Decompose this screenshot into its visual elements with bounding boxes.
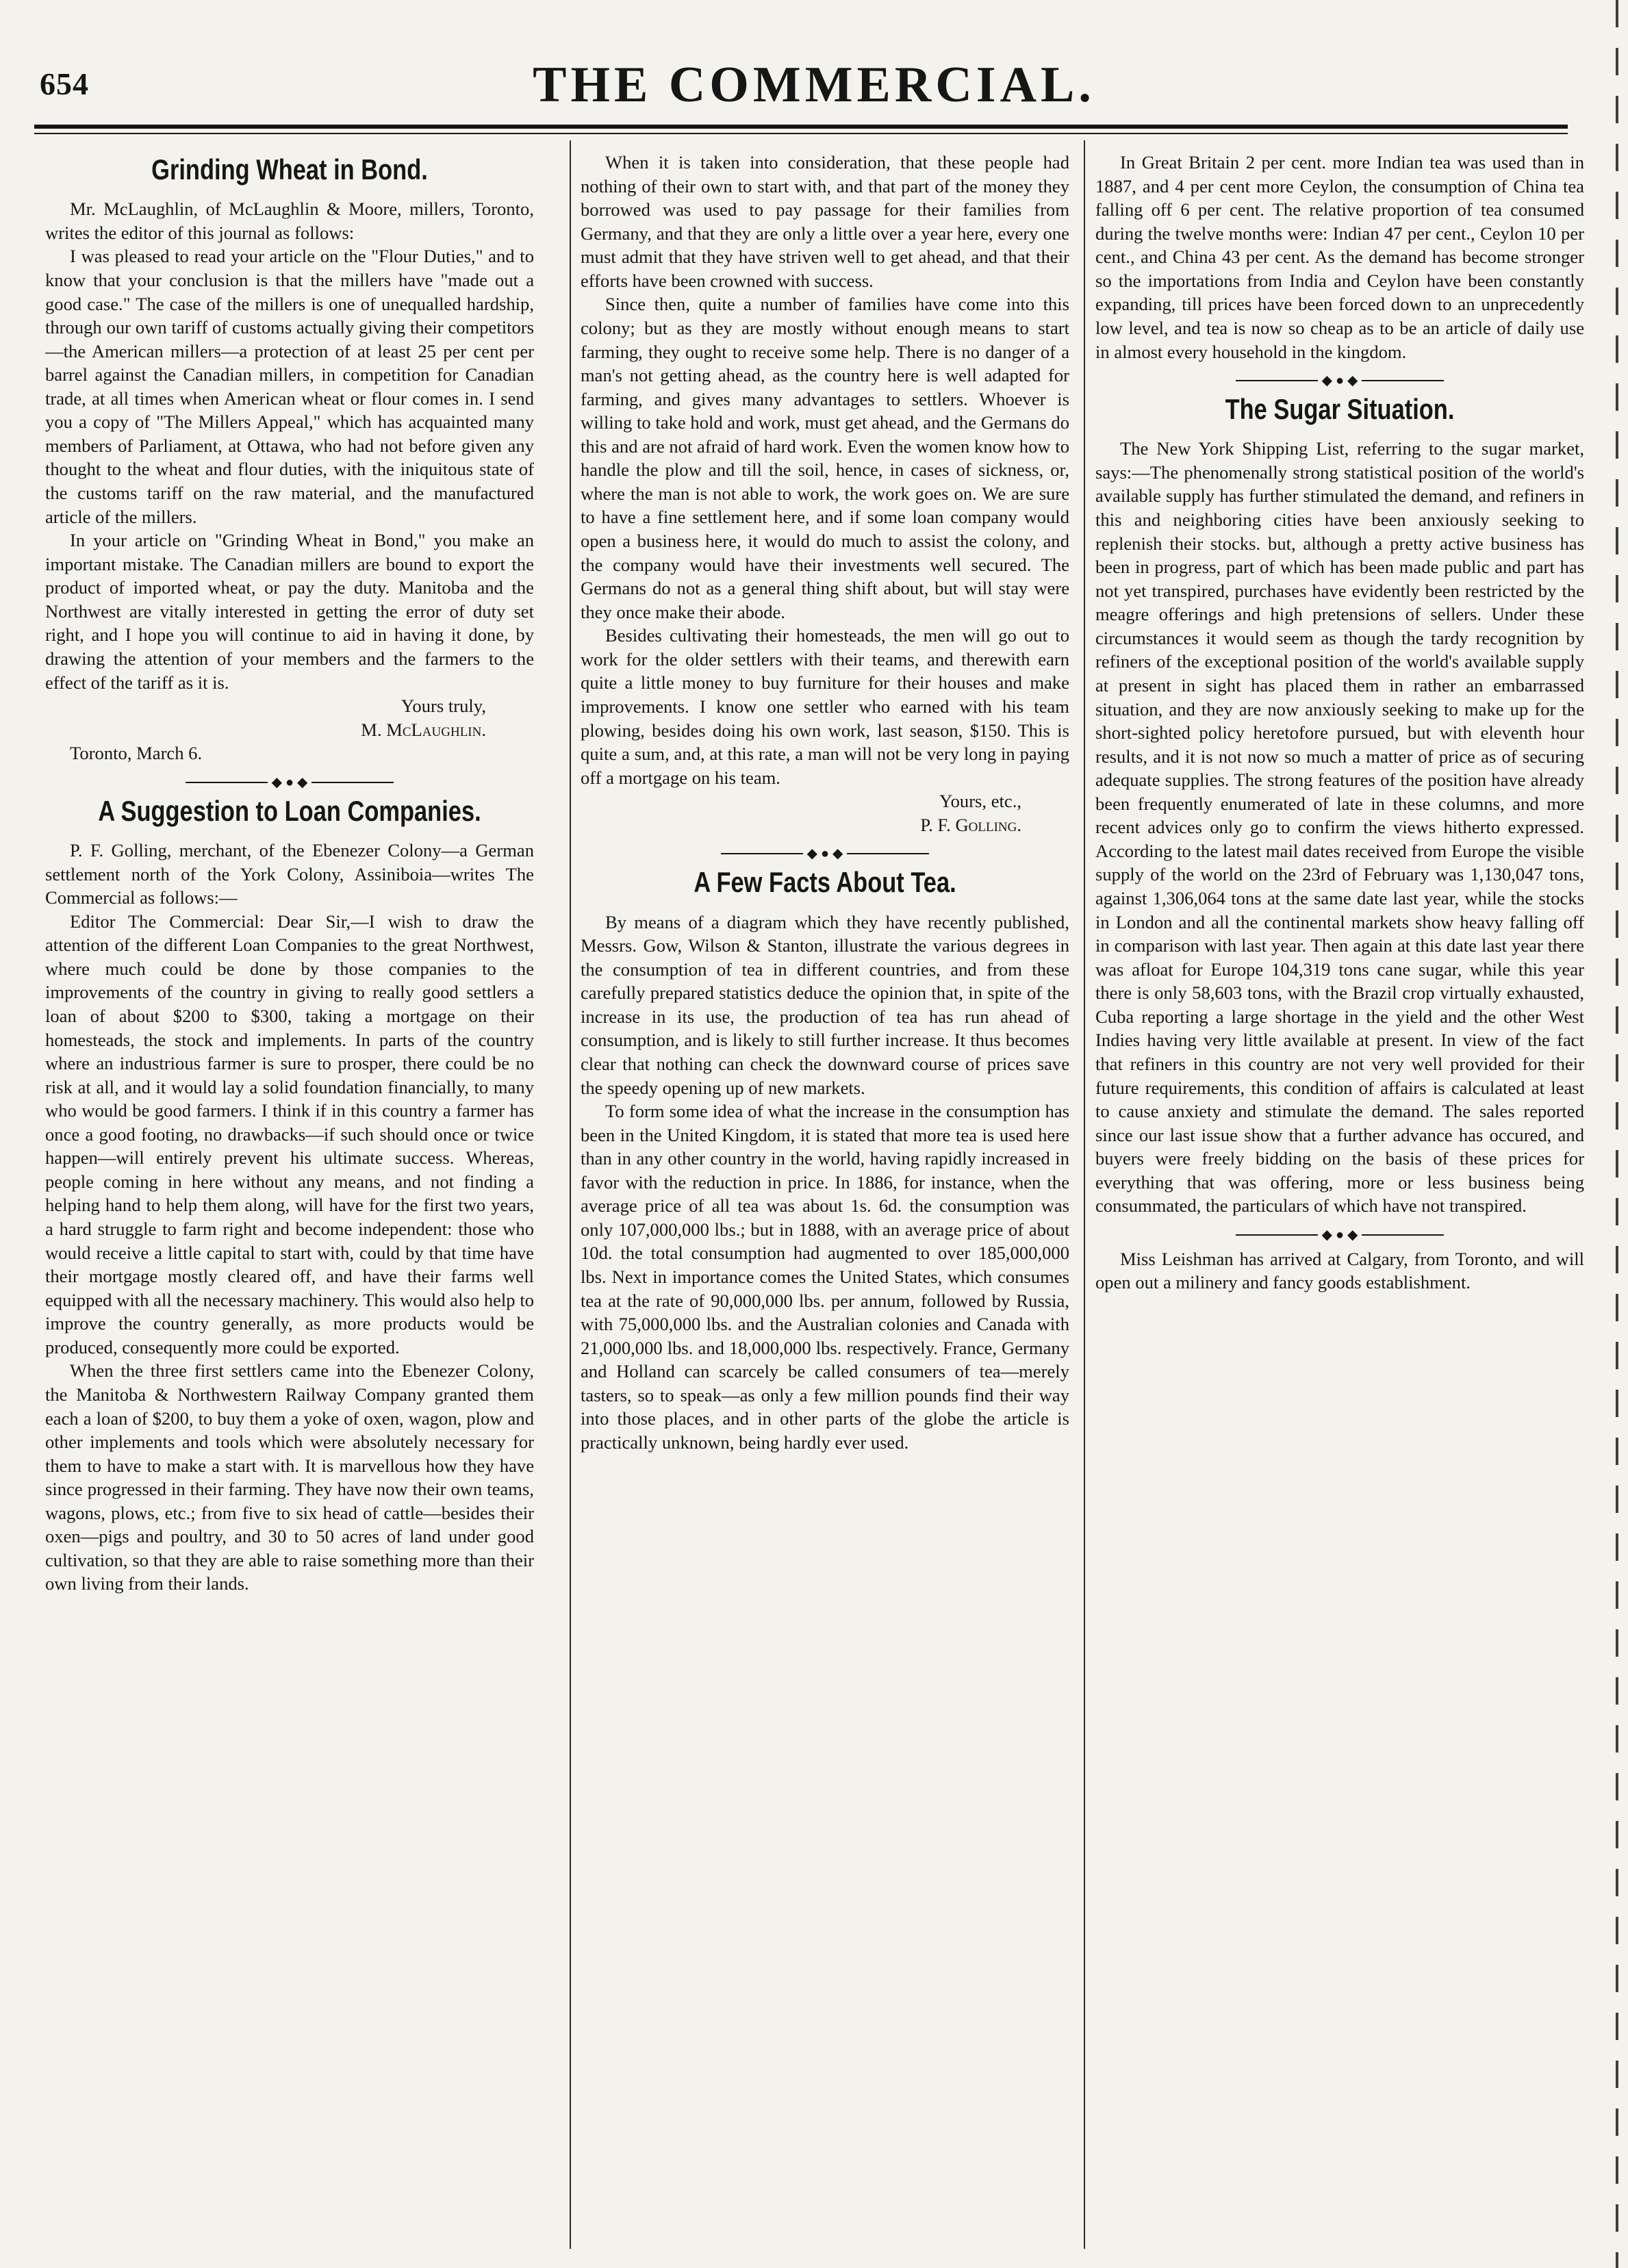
leishman-notice: Miss Leishman has arrived at Calgary, from Toronto, and will open out a milinery and fancy goods establishment. — [1095, 1248, 1584, 1293]
column-2 — [581, 151, 1069, 2245]
loan-companies-paragraph: Besides cultivating their homesteads, the men will go out to work for the older settlers with their teams, and therewith earn quite a little money to buy furniture for their houses and make improvements. I know one settler who earned with his team plowing, besides doing his own work, last season, $150. This is quite a sum, and, at this rate, a man will not be very long in paying off a mortgage on his team. — [581, 625, 1069, 788]
header-rule-thin — [34, 133, 1568, 134]
sugar-situation-paragraph: The New York Shipping List, referring to the sugar market, says:—The phenomenally strong statistical position of the world's available supply has further stimulated the demand, and refiners in this and neighboring cities have been anxiously seeking to replenish their stocks. but, although a pretty active business has been in progress, part of which has been made public and part has not yet transpired, purchases have evidently been restricted by the meagre offerings and high pretensions of sellers. Under these circumstances it would seem as though the tardy recognition by refiners of the exceptional position of the world's available supply at present in sight has placed them in rather an embarrassed situation, and they are now anxiously seeking to make up for the short-sighted policy heretofore pursued, but with eleventh hour results, and it is not now so much a matter of price as of securing adequate supplies. The strong features of the position have already been frequently enumerated of late in these columns, and more recent advices only go to confirm the views hitherto expressed. According to the latest mail dates received from Europe the visible supply of the world on the 23rd of February was 1,130,047 tons, against 1,306,064 tons at the same date last year, while the stocks in London and all the continental markets show heavy falling off in comparison with last year. Then again at this date last year there was afloat for Europe 104,319 tons cane sugar, while this year there is only 58,603 tons, with the Brazil crop virtually exhausted, Cuba reporting a large shortage in the yield and the other West Indies having very little available at present. In view of the fact that refiners in this country are not very well provided for their future requirements, this condition of affairs is calculated at least to cause anxiety and stimulate the demand. The sales reported since our last issue show that a further advance has occured, and buyers were freely bidding on the basis of these prices for everything that was offering, more or less business being consummated, the particulars of which have not transpired. — [1095, 438, 1584, 1216]
tea-facts-paragraph: To form some idea of what the increase in the consumption has been in the United Kingdom, it is stated that more tea is used here than in any other country in the world, having rapidly increased in favor with the reduction in price. In 1886, for instance, when the average price of all tea was about 1s. 6d. the consumption was only 107,000,000 lbs.; but in 1888, with an average price of about 10d. the total consumption had augmented to over 185,000,000 lbs. Next in importance comes the United States, which consumes tea at the rate of 90,000,000 lbs. per annum, followed by Russia, with 75,000,000 lbs. and the Australian colonies and Canada with 21,000,000 lbs. and 18,000,000 lbs. respectively. France, Germany and Holland can scarcely be called consumers of tea—merely tasters, so to speak—as only a few million pounds find their way into those places, and in other parts of the globe the article is practically unknown, being hardly ever used. — [581, 1101, 1069, 1453]
grinding-wheat-paragraph: Mr. McLaughlin, of McLaughlin & Moore, millers, Toronto, writes the editor of this journal as follows: — [45, 199, 534, 243]
page-number: 654 — [40, 66, 89, 101]
headline-sugar-situation: The Sugar Situation. — [1225, 393, 1455, 426]
page-edge-mark — [1616, 0, 1618, 2268]
section-ornament: ◆ ● ◆ — [1095, 1226, 1584, 1242]
loan-companies-paragraph: When the three first settlers came into the Ebenezer Colony, the Manitoba & Northwestern Railway Company granted them each a loan of $200, to buy them a yoke of oxen, wagon, plow and other implements and tools which were absolutely necessary for them to have to make a start with. It is marvellous how they have since progressed in their farming. They have now their own teams, wagons, plows, etc.; from five to six head of cattle—besides their oxen—pigs and poultry, and 30 to 50 acres of land under good cultivation, so that they are able to raise something more than their own living from their lands. — [45, 1360, 534, 1594]
header-rule-thick — [34, 125, 1568, 129]
section-ornament: ◆ ● ◆ — [581, 845, 1069, 861]
loan-companies-paragraph: Since then, quite a number of families have come into this colony; but as they are mostly without enough means to start farming, they ought to receive some help. There is no danger of a man's not getting ahead, as the country here is well adapted for farming, and gives many advantages to settlers. Whoever is willing to take hold and work, must get ahead, and the Germans do this and are not afraid of hard work. Even the women know how to handle the plow and till the soil, hence, in cases of sickness, or, where the man is not able to work, the work goes on. We are sure to have a fine settlement here, and if some loan company would open a business here, it would do much to assist the colony, and the company would have their investments well secured. The Germans do not as a general thing shift about, but will stay were they once make their abode. — [581, 294, 1069, 622]
grinding-wheat-closing: Yours truly, — [400, 696, 486, 717]
loan-companies-intro: P. F. Golling, merchant, of the Ebenezer Colony—a German settlement north of the York Colony, Assiniboia—writes The Commercial as follows:— — [45, 840, 534, 908]
section-ornament: ◆ ● ◆ — [1095, 372, 1584, 387]
column-1 — [45, 151, 534, 2245]
grinding-wheat-dateline: Toronto, March 6. — [70, 743, 203, 764]
tea-facts-paragraph: In Great Britain 2 per cent. more Indian tea was used than in 1887, and 4 per cent more Ceylon, the consumption of China tea falling off 6 per cent. The relative proportion of tea consumed during the twelve months were: Indian 47 per cent., Ceylon 10 per cent., and China 43 per cent. As the demand has become stronger so the importations from India and Ceylon have been constantly expanding, till prices have been forced down to an unprecedently low level, and tea is now so cheap as to be an article of daily use in almost every household in the kingdom. — [1095, 152, 1584, 362]
headline-tea-facts: A Few Facts About Tea. — [694, 866, 956, 899]
column-divider-1 — [570, 140, 571, 2249]
grinding-wheat-signature: M. McLaughlin. — [361, 719, 486, 740]
masthead: THE COMMERCIAL. — [533, 57, 1095, 113]
loan-companies-paragraph: Editor The Commercial: Dear Sir,—I wish to draw the attention of the different Loan Companies to the great Northwest, where much could be done by those companies to the improvements of the country in giving to really good settlers a loan of about $200 to $300, taking a mortgage on their homesteads, the stock and implements. In parts of the country where an industrious farmer is sure to prosper, there could be no risk at all, and it would lay a solid foundation financially, to many who would be good farmers. I think if in this country a farmer has once a good footing, no drawbacks—if such should once or twice happen—will entirely prevent his ultimate success. Whereas, people coming in here without any means, and not finding a helping hand to help them along, will have for the first two years, a hard struggle to farm right and become independent: those who would receive a little capital to start with, could by that time have their mortgage mostly cleared off, and have their farms well equipped with all the necessary machinery. This would also help to improve the country generally, as more products would be produced, consequently more could be exported. — [45, 910, 534, 1358]
headline-grinding-wheat: Grinding Wheat in Bond. — [151, 153, 428, 186]
grinding-wheat-paragraph: In your article on "Grinding Wheat in Bond," you make an important mistake. The Canadian millers are bound to export the product of imported wheat, or pay the duty. Manitoba and the Northwest are vitally interested in getting the error of duty set right, and I hope you will continue to aid in having it done, by drawing the attention of your members and the farmers to the effect of the tariff as it is. — [45, 530, 534, 693]
grinding-wheat-paragraph: I was pleased to read your article on the "Flour Duties," and to know that your conclusion is that the millers have "made out a good case." The case of the millers is one of unequalled hardship, through our own tariff of customs actually giving their competitors—the American millers—a protection of at least 25 per cent per barrel against the Canadian millers, in competition for Canadian trade, at all times when American wheat or flour comes in. I send you a copy of "The Millers Appeal," which has acquainted many members of Parliament, at Ottawa, who had not before given any thought to the wheat and flour duties, with the iniquitous state of the customs tariff on the raw material, and the manufactured article of the millers. — [45, 246, 534, 527]
column-3 — [1095, 151, 1584, 2245]
tea-facts-paragraph: By means of a diagram which they have recently published, Messrs. Gow, Wilson & Stanton, illustrate the various degrees in the consumption of tea in different countries, and from these carefully prepared statistics deduce the opinion that, in spite of the increase in its use, the production of tea has run ahead of consumption, and is likely to still further increase. It thus becomes clear that nothing can check the downward course of prices save the speedy opening up of new markets. — [581, 911, 1069, 1098]
section-ornament: ◆ ● ◆ — [45, 774, 534, 789]
headline-loan-companies: A Suggestion to Loan Companies. — [98, 794, 481, 827]
loan-companies-closing: Yours, etc., — [939, 791, 1021, 812]
column-divider-2 — [1084, 140, 1085, 2249]
loan-companies-paragraph: When it is taken into consideration, that these people had nothing of their own to start with, and that part of the money they borrowed was used to pay passage for their families from Germany, and that they are only a little over a year here, every one must admit that they have striven well to get ahead, and that their efforts have been crowned with success. — [581, 152, 1069, 291]
loan-companies-signature: P. F. Golling. — [920, 814, 1021, 835]
